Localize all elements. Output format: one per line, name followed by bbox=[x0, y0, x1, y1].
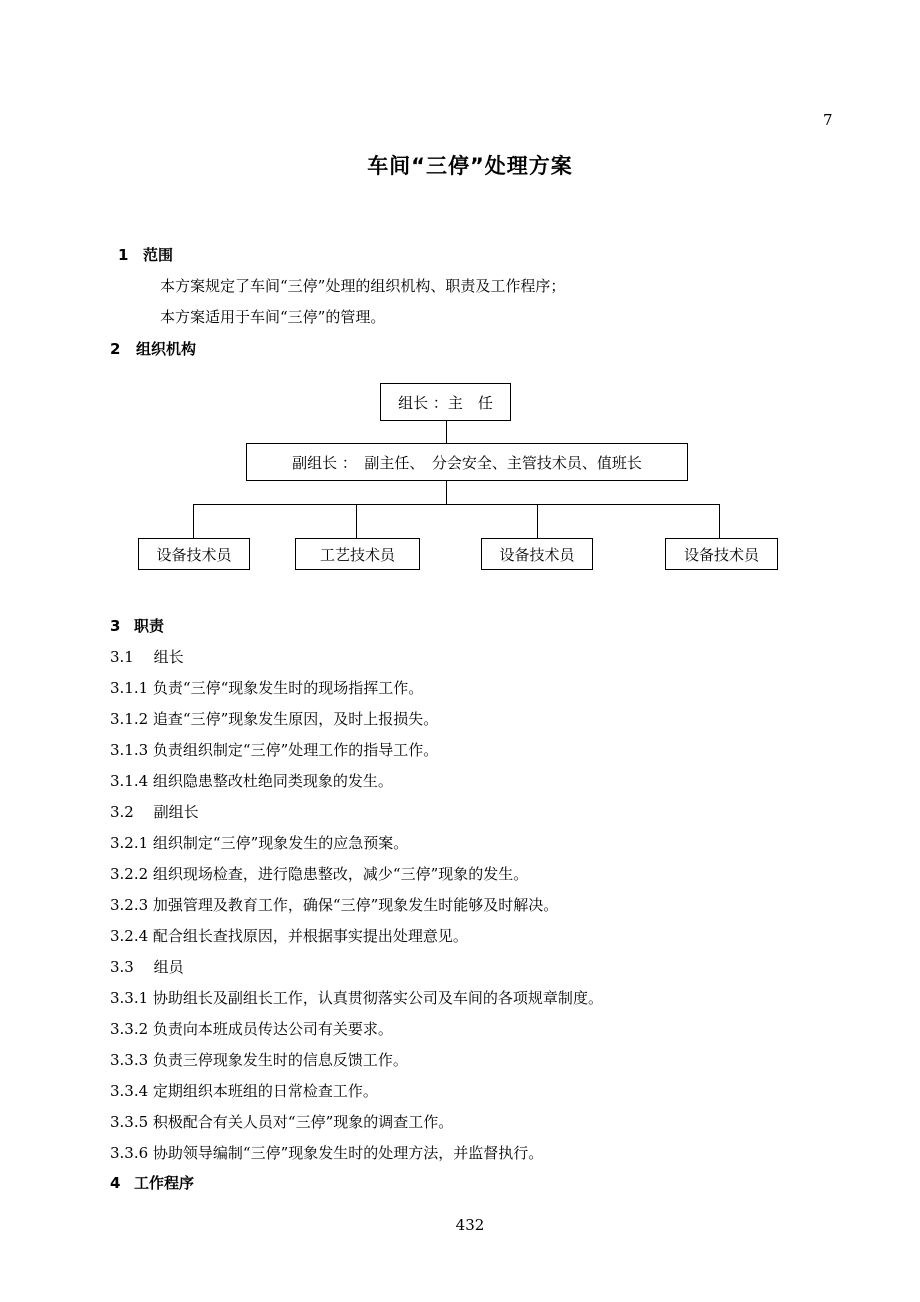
org-member-box: 设备技术员 bbox=[665, 538, 778, 570]
section-title: 范围 bbox=[143, 246, 174, 264]
paragraph: 本方案适用于车间“三停”的管理。 bbox=[160, 308, 386, 326]
page-top-number: 7 bbox=[823, 111, 833, 129]
duty-item: 3.3.5 积极配合有关人员对“三停”现象的调查工作。 bbox=[110, 1113, 454, 1131]
section-number: 1 bbox=[118, 246, 129, 264]
section-4-heading bbox=[110, 1172, 194, 1193]
connector-line bbox=[719, 504, 720, 538]
connector-line bbox=[193, 504, 194, 538]
connector-line bbox=[446, 481, 447, 504]
page-footer-number: 432 bbox=[455, 1216, 485, 1234]
duty-item: 3.1.1 负责“三停“现象发生时的现场指挥工作。 bbox=[110, 679, 424, 697]
duty-item: 3.3.4 定期组织本班组的日常检查工作。 bbox=[110, 1082, 378, 1100]
section-1-heading bbox=[118, 244, 173, 265]
section-3-heading bbox=[110, 615, 164, 636]
duty-item: 3.3.2 负责向本班成员传达公司有关要求。 bbox=[110, 1020, 393, 1038]
duty-item: 3.3.3 负责三停现象发生时的信息反馈工作。 bbox=[110, 1051, 408, 1069]
duty-item: 3.2.1 组织制定“三停”现象发生的应急预案。 bbox=[110, 834, 409, 852]
duty-item: 3.3.1 协助组长及副组长工作，认真贯彻落实公司及车间的各项规章制度。 bbox=[110, 989, 603, 1007]
paragraph: 本方案规定了车间“三停”处理的组织机构、职责及工作程序； bbox=[160, 277, 566, 295]
connector-line bbox=[193, 504, 720, 505]
duty-item: 3.1 组长 bbox=[110, 648, 184, 666]
duty-item: 3.1.3 负责组织制定“三停”处理工作的指导工作。 bbox=[110, 741, 439, 759]
duty-item: 3.2.4 配合组长查找原因，并根据事实提出处理意见。 bbox=[110, 927, 468, 945]
document-title: 车间“三停”处理方案 bbox=[367, 154, 573, 178]
org-member-box: 设备技术员 bbox=[481, 538, 593, 570]
org-leader-box: 组长 ：主 任 bbox=[380, 383, 511, 421]
org-deputy-box: 副组长 ： 副主任、 分会安全、主管技术员、值班长 bbox=[246, 443, 688, 481]
connector-line bbox=[537, 504, 538, 538]
section-title: 组织机构 bbox=[136, 340, 197, 358]
duty-item: 3.1.4 组织隐患整改杜绝同类现象的发生。 bbox=[110, 772, 393, 790]
duty-item: 3.3 组员 bbox=[110, 958, 184, 976]
section-number: 4 bbox=[110, 1174, 121, 1192]
duty-item: 3.1.2 追查“三停”现象发生原因，及时上报损失。 bbox=[110, 710, 439, 728]
section-title: 职责 bbox=[134, 617, 165, 635]
section-number: 2 bbox=[110, 340, 121, 358]
connector-line bbox=[356, 504, 357, 538]
section-number: 3 bbox=[110, 617, 121, 635]
connector-line bbox=[446, 421, 447, 443]
org-member-box: 工艺技术员 bbox=[295, 538, 420, 570]
duty-item: 3.2.3 加强管理及教育工作，确保“三停”现象发生时能够及时解决。 bbox=[110, 896, 559, 914]
duty-item: 3.2.2 组织现场检查，进行隐患整改，减少“三停”现象的发生。 bbox=[110, 865, 529, 883]
duty-item: 3.3.6 协助领导编制“三停”现象发生时的处理方法，并监督执行。 bbox=[110, 1144, 544, 1162]
duty-item: 3.2 副组长 bbox=[110, 803, 199, 821]
section-2-heading bbox=[110, 338, 196, 359]
section-title: 工作程序 bbox=[134, 1174, 195, 1192]
org-member-box: 设备技术员 bbox=[138, 538, 250, 570]
